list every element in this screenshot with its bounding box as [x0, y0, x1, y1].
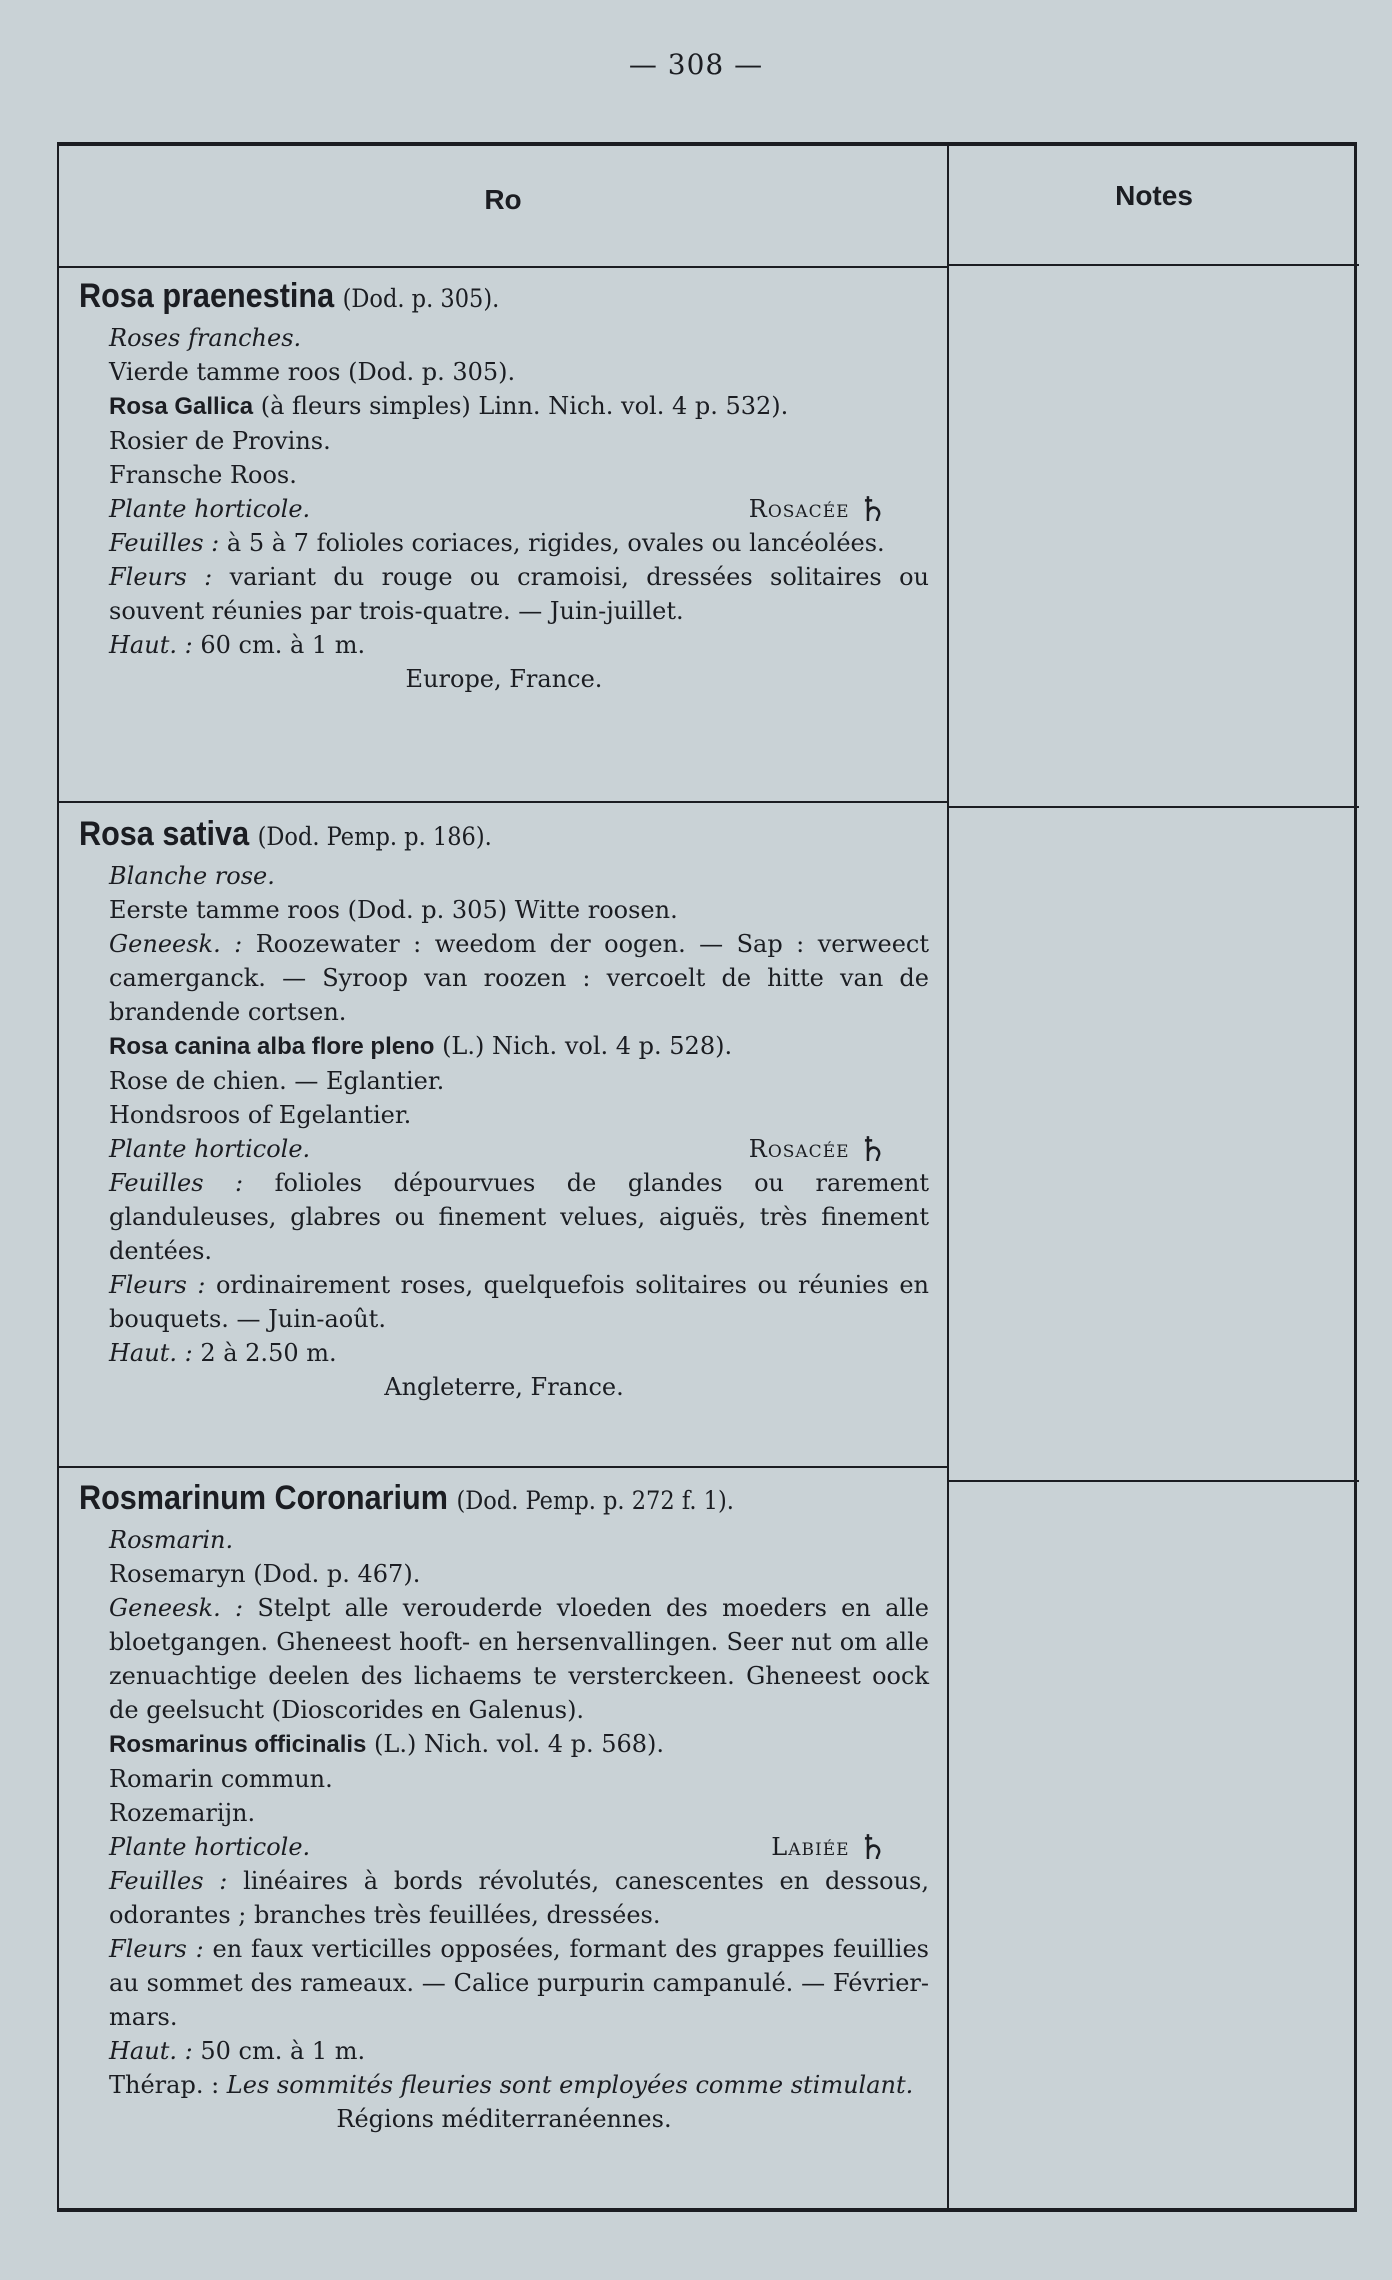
medicinal-use: Geneesk. : Roozewater : weedom der oogen. — Sap : verweect camerganck. — Syroop van roozen : vercoelt de hitte van de brandende cortsen.: [109, 930, 929, 1026]
entry-divider: [59, 1466, 947, 1468]
french-name: Roses franches.: [109, 324, 302, 352]
leaves-description: Feuilles : linéaires à bords révolutés, canescentes en dessous, odorantes ; branches très feuillées, dressées.: [109, 1867, 929, 1929]
column-divider: [947, 146, 949, 2208]
flowers-description: Fleurs : ordinairement roses, quelquefois solitaires ou réunies en bouquets. — Juin-août.: [109, 1271, 929, 1333]
notes-header-rule: [949, 264, 1359, 266]
medicinal-use: Geneesk. : Stelpt alle verouderde vloeden des moeders en alle bloetgangen. Gheneest hooft- en hersenvallingen. Seer nut om alle zenuachtige deelen des lichaems te versterckeen. Gheneest oock de geelsucht (Dioscorides en Galenus).: [109, 1594, 929, 1724]
family-label: Labiée ♄: [771, 1828, 889, 1868]
height: Haut. : 2 à 2.50 m.: [109, 1339, 337, 1367]
french-name: Blanche rose.: [109, 862, 275, 890]
entry-rosmarinum-coronarium: [79, 1476, 929, 2136]
column-header-notes: Notes: [1115, 180, 1193, 211]
entry-title: Rosa praenestina (Dod. p. 305).: [79, 277, 500, 315]
dutch-name: Eerste tamme roos (Dod. p. 305) Witte roosen.: [109, 896, 678, 924]
region: Angleterre, France.: [384, 1373, 624, 1401]
leaves-description: Feuilles : à 5 à 7 folioles coriaces, rigides, ovales ou lancéolées.: [109, 529, 885, 557]
plant-type-row: Plante horticole. Labiée ♄: [109, 1828, 889, 1868]
leaves-description: Feuilles : folioles dépourvues de glandes ou rarement glanduleuses, glabres ou finement velues, aiguës, très finement dentées.: [109, 1169, 929, 1265]
synonym: Rosmarinus officinalis (L.) Nich. vol. 4 p. 568).: [109, 1730, 665, 1758]
column-header-ro: Ro: [484, 184, 522, 215]
shrub-symbol-icon: ♄: [857, 1130, 889, 1170]
dutch-name: Rosemaryn (Dod. p. 467).: [109, 1560, 421, 1588]
entry-divider: [59, 801, 947, 803]
common-name: Hondsroos of Egelantier.: [109, 1101, 412, 1129]
plant-type-row: Plante horticole. Rosacée ♄: [109, 1130, 889, 1170]
region: Europe, France.: [405, 665, 603, 693]
synonym: Rosa canina alba flore pleno (L.) Nich. vol. 4 p. 528).: [109, 1032, 733, 1060]
height: Haut. : 50 cm. à 1 m.: [109, 2037, 366, 2065]
common-name: Rose de chien. — Eglantier.: [109, 1067, 445, 1095]
common-name: Rozemarijn.: [109, 1799, 256, 1827]
french-name: Rosmarin.: [109, 1526, 234, 1554]
synonym: Rosa Gallica (à fleurs simples) Linn. Nich. vol. 4 p. 532).: [109, 392, 789, 420]
common-name: Romarin commun.: [109, 1765, 333, 1793]
common-name: Rosier de Provins.: [109, 427, 331, 455]
plant-type-row: Plante horticole. Rosacée ♄: [109, 490, 889, 530]
herbal-table: [57, 142, 1357, 2212]
dutch-name: Vierde tamme roos (Dod. p. 305).: [109, 358, 516, 386]
page-number: — 308 —: [628, 48, 764, 81]
shrub-symbol-icon: ♄: [857, 490, 889, 530]
entry-title: Rosa sativa (Dod. Pemp. p. 186).: [79, 815, 492, 853]
family-label: Rosacée ♄: [748, 490, 889, 530]
notes-divider: [949, 1480, 1359, 1482]
flowers-description: Fleurs : en faux verticilles opposées, formant des grappes feuillies au sommet des rameaux. — Calice purpurin campanulé. — Février-mars.: [109, 1935, 929, 2031]
entry-rosa-praenestina: [79, 274, 929, 696]
family-label: Rosacée ♄: [748, 1130, 889, 1170]
therapeutic-use: Thérap. : Les sommités fleuries sont employées comme stimulant.: [109, 2071, 914, 2099]
common-name: Fransche Roos.: [109, 461, 297, 489]
entry-rosa-sativa: [79, 812, 929, 1404]
flowers-description: Fleurs : variant du rouge ou cramoisi, dressées solitaires ou souvent réunies par trois-quatre. — Juin-juillet.: [109, 563, 930, 625]
height: Haut. : 60 cm. à 1 m.: [109, 631, 366, 659]
region: Régions méditerranéennes.: [336, 2105, 672, 2133]
header-rule: [59, 266, 947, 268]
notes-divider: [949, 806, 1359, 808]
entry-title: Rosmarinum Coronarium (Dod. Pemp. p. 272 f. 1).: [79, 1479, 734, 1517]
shrub-symbol-icon: ♄: [857, 1828, 889, 1868]
